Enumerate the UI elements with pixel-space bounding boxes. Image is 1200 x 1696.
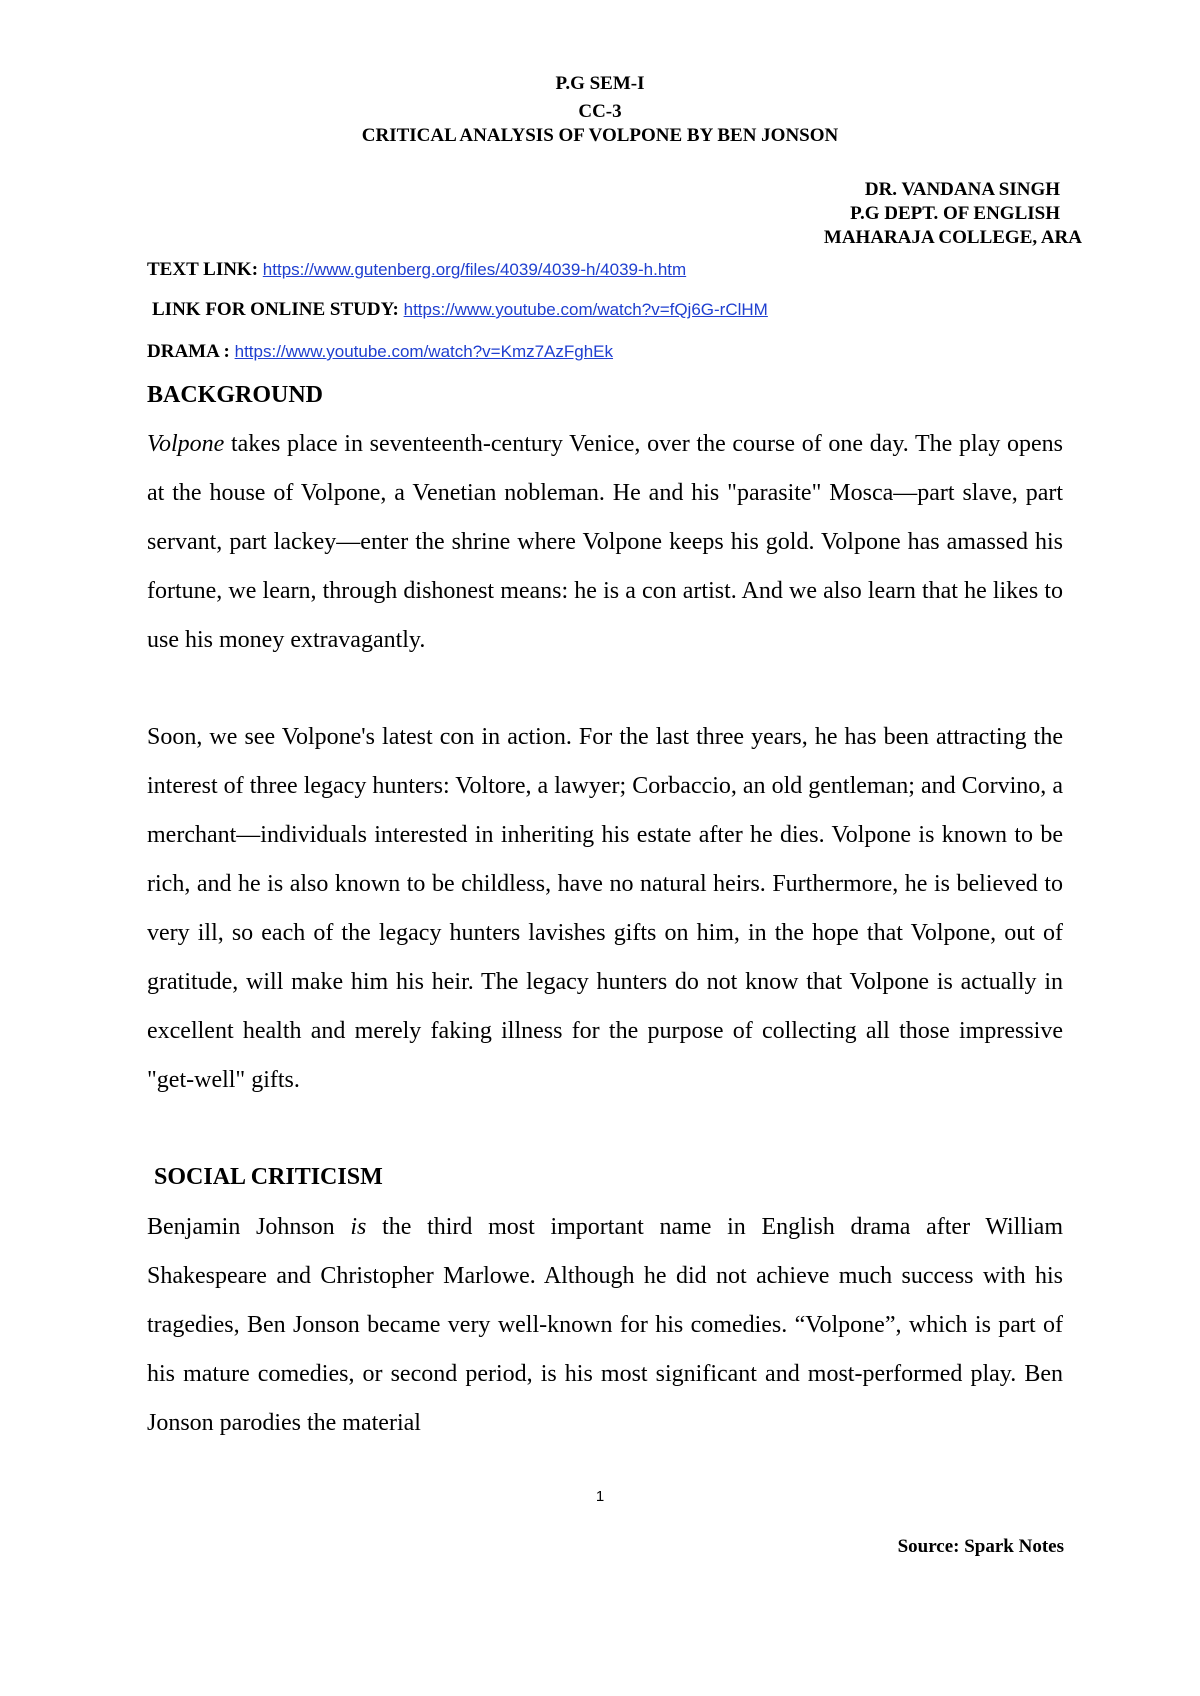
play-title-italic: Volpone (147, 431, 225, 457)
study-link-line (152, 298, 768, 322)
social-italic-word: is (350, 1214, 367, 1240)
document-title: CRITICAL ANALYSIS OF VOLPONE BY BEN JONSON (361, 125, 839, 146)
semester-label: P.G SEM-I (555, 73, 645, 94)
study-link-url[interactable]: https://www.youtube.com/watch?v=fQj6G-rClHM (403, 300, 768, 319)
background-heading: BACKGROUND (147, 382, 324, 408)
background-paragraph-1 (147, 420, 1063, 665)
author-college: MAHARAJA COLLEGE, ARA (823, 227, 1082, 248)
social-criticism-paragraph (147, 1203, 1063, 1448)
social-text-b: the third most important name in English drama after William Shakespeare and Christopher Marlowe. Although he did not achieve much success with his tragedies, Ben Jonson became very well-known for his comedies. “Volpone”, which is part of his mature comedies, or second period, is his most significant and most-performed play. Ben Jonson parodies the material (147, 1214, 1064, 1436)
drama-link-line (147, 340, 613, 364)
drama-link-label: DRAMA : (147, 341, 230, 362)
drama-link-url[interactable]: https://www.youtube.com/watch?v=Kmz7AzFghEk (234, 342, 614, 361)
text-link-line (147, 258, 686, 282)
background-paragraph-2: Soon, we see Volpone's latest con in action. For the last three years, he has been attracting the interest of three legacy hunters: Voltore, a lawyer; Corbaccio, an old gentleman; and Corvino, a merchant—individuals interested in inheriting his estate after he dies. Volpone is known to be rich, and he is also known to be childless, have no natural heirs. Furthermore, he is believed to very ill, so each of the legacy hunters lavishes gifts on him, in the hope that Volpone, out of gratitude, will make him his heir. The legacy hunters do not know that Volpone is actually in excellent health and merely faking illness for the purpose of collecting all those impressive "get-well" gifts. (147, 724, 1063, 1093)
source-note: Source: Spark Notes (897, 1536, 1064, 1557)
background-paragraph-1-text: takes place in seventeenth-century Venice, over the course of one day. The play opens at the house of Volpone, a Venetian nobleman. He and his "parasite" Mosca—part slave, part servant, part lackey—enter the shrine where Volpone keeps his gold. Volpone has amassed his fortune, we learn, through dishonest means: he is a con artist. And we also learn that he likes to use his money extravagantly. (147, 431, 1063, 653)
text-link-url[interactable]: https://www.gutenberg.org/files/4039/4039-h/4039-h.htm (262, 260, 687, 279)
author-name: DR. VANDANA SINGH (864, 179, 1060, 200)
social-criticism-heading: SOCIAL CRITICISM (154, 1164, 383, 1190)
author-department: P.G DEPT. OF ENGLISH (850, 203, 1060, 224)
social-text-a: Benjamin Johnson (147, 1214, 351, 1240)
course-code: CC-3 (578, 101, 622, 122)
page-number: 1 (595, 1488, 605, 1505)
text-link-label: TEXT LINK: (147, 259, 259, 280)
study-link-label: LINK FOR ONLINE STUDY: (152, 299, 399, 320)
